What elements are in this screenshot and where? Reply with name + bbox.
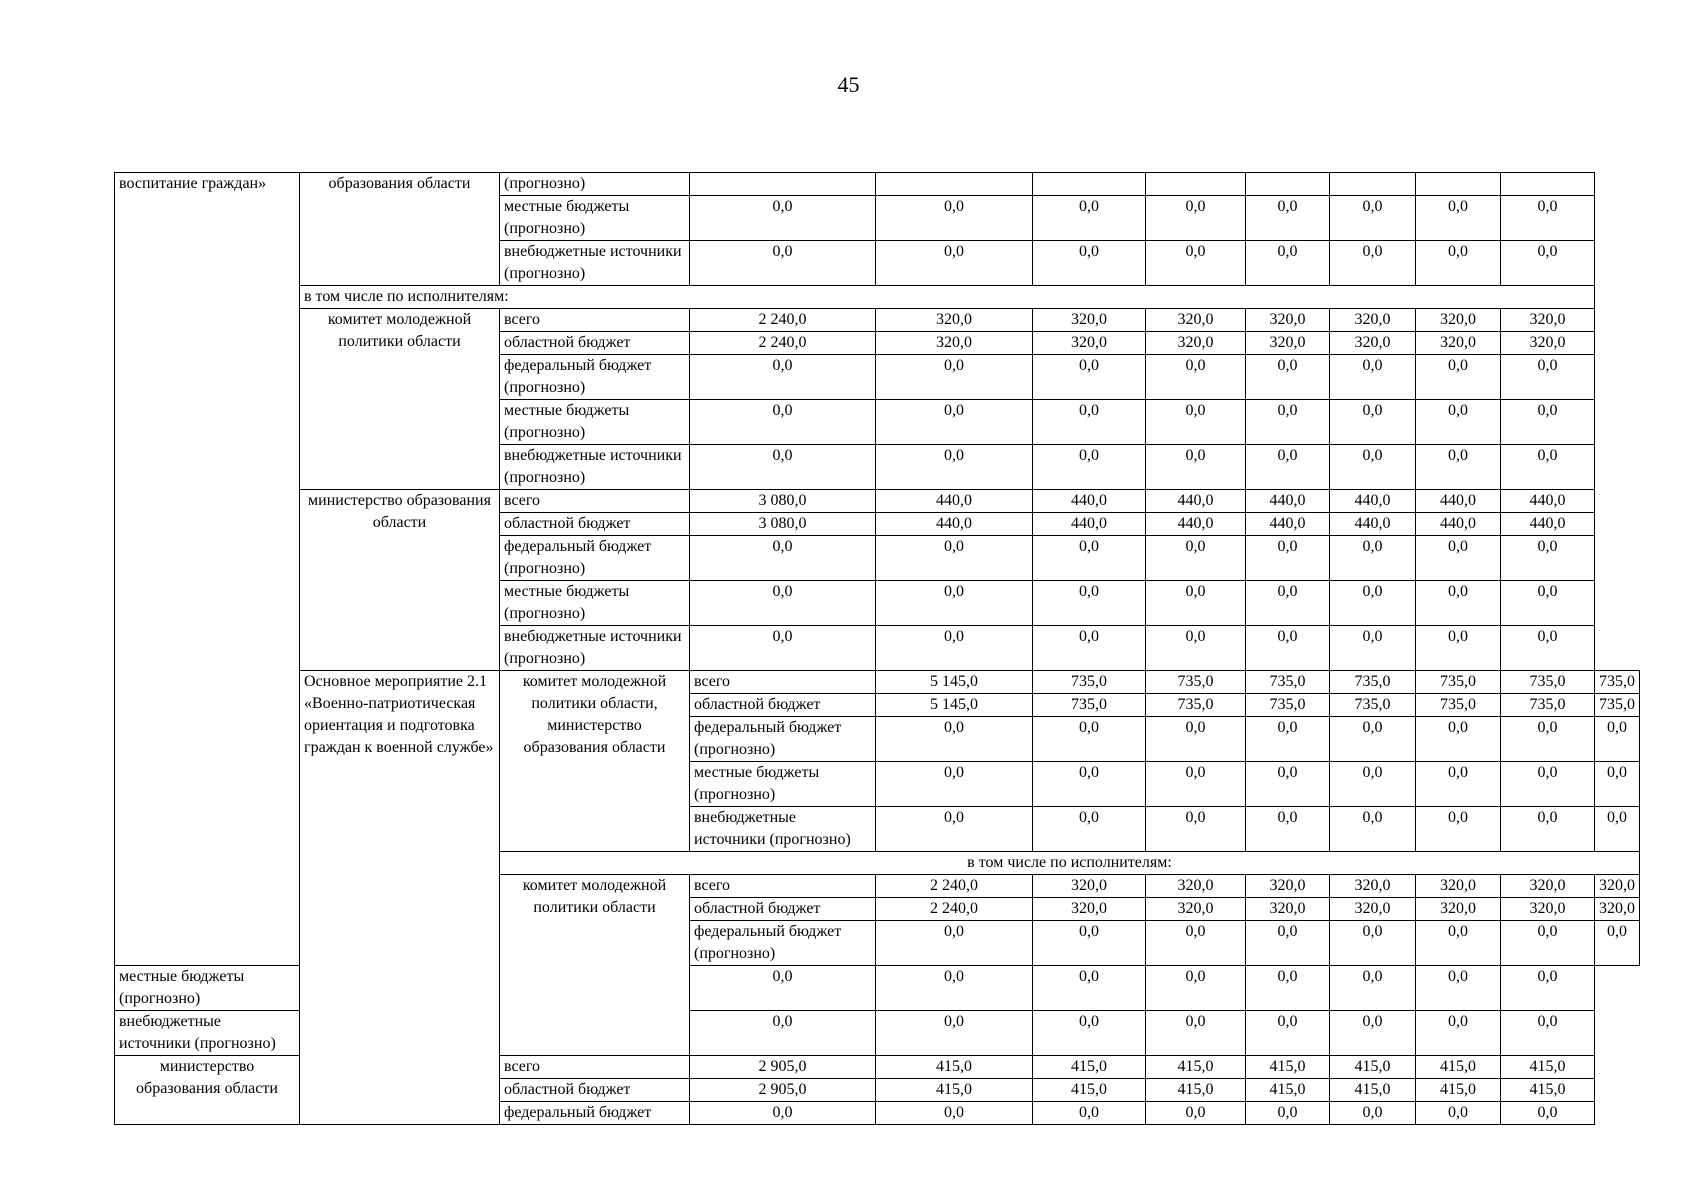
table-cell: 320,0 [1501,875,1595,898]
table-cell: 735,0 [1246,694,1330,717]
table-cell: 0,0 [876,1011,1033,1056]
table-cell: внебюджетные источники (прогнозно) [500,241,690,286]
table-cell: 0,0 [690,1011,876,1056]
table-cell: 320,0 [1330,875,1416,898]
table-cell: 440,0 [1246,490,1330,513]
page-number: 45 [837,72,860,97]
table-cell: 735,0 [1330,694,1416,717]
table-cell: всего [690,875,876,898]
table-cell: 440,0 [1501,490,1595,513]
table-cell: 0,0 [1416,966,1501,1011]
table-cell: в том числе по исполнителям: [300,286,1595,309]
table-cell: 2 240,0 [690,309,876,332]
table-cell: 735,0 [1146,694,1246,717]
table-cell: местные бюджеты (прогнозно) [500,400,690,445]
table-cell: (прогнозно) [500,173,690,196]
table-cell: 0,0 [1330,445,1416,490]
table-cell: 0,0 [1501,626,1595,671]
table-cell: 0,0 [1595,807,1640,852]
table-cell: 440,0 [1033,490,1146,513]
table-cell: 320,0 [1146,309,1246,332]
table-cell: 440,0 [1033,513,1146,536]
table-cell: министерство образования области [300,490,500,671]
table-cell: местные бюджеты (прогнозно) [500,196,690,241]
table-cell: 735,0 [1330,671,1416,694]
table-cell: 0,0 [1246,241,1330,286]
table-cell: областной бюджет [500,332,690,355]
table-cell: 0,0 [1501,581,1595,626]
table-cell: 0,0 [1033,1102,1146,1125]
table-cell: 0,0 [1330,966,1416,1011]
table-cell: 0,0 [1246,355,1330,400]
table-cell: 0,0 [1246,1102,1330,1125]
table-cell: 0,0 [1416,536,1501,581]
table-cell: 0,0 [690,536,876,581]
table-cell: 0,0 [1330,241,1416,286]
table-cell: 2 905,0 [690,1056,876,1079]
table-cell: 0,0 [1501,921,1595,966]
table-cell: 415,0 [1330,1056,1416,1079]
table-cell: воспитание граждан» [115,173,300,966]
table-cell: 0,0 [1033,355,1146,400]
table-cell: 735,0 [1416,671,1501,694]
table-cell: 2 240,0 [690,332,876,355]
table-cell: внебюджетные источники (прогнозно) [115,1011,300,1056]
table-cell: 0,0 [1416,400,1501,445]
table-cell: 320,0 [1595,875,1640,898]
table-cell: 5 145,0 [876,694,1033,717]
table-cell: 415,0 [876,1079,1033,1102]
table-cell: 735,0 [1595,671,1640,694]
table-cell: 440,0 [1416,513,1501,536]
table-cell: 320,0 [1501,332,1595,355]
table-cell: 440,0 [876,490,1033,513]
table-cell: 0,0 [876,536,1033,581]
table-cell: 0,0 [876,1102,1033,1125]
table-cell: федеральный бюджет (прогнозно) [500,536,690,581]
table-cell: министерство образования области [115,1056,300,1125]
table-cell [1501,173,1595,196]
table-row [115,286,1640,309]
table-cell: 0,0 [1501,445,1595,490]
table-row [115,490,1640,513]
table-cell: 0,0 [1501,1011,1595,1056]
table-cell: 415,0 [1246,1079,1330,1102]
table-cell: 0,0 [1330,1011,1416,1056]
table-row [115,173,1640,196]
table-cell: 0,0 [1033,400,1146,445]
table-cell: 0,0 [1246,966,1330,1011]
table-cell: 735,0 [1146,671,1246,694]
table-cell: 0,0 [690,581,876,626]
table-cell: 320,0 [1246,875,1330,898]
table-cell: 320,0 [876,332,1033,355]
table-cell: 320,0 [1146,332,1246,355]
table-cell: 0,0 [876,921,1033,966]
table-cell: 0,0 [1416,762,1501,807]
table-cell: 0,0 [1416,355,1501,400]
table-cell: 0,0 [876,196,1033,241]
table-cell: 440,0 [1330,513,1416,536]
table-cell: 320,0 [1501,898,1595,921]
table-cell: 320,0 [1595,898,1640,921]
table-cell: 0,0 [1146,196,1246,241]
table-cell: федеральный бюджет [500,1102,690,1125]
table-cell: 0,0 [1146,1011,1246,1056]
table-cell: 0,0 [690,400,876,445]
table-cell: 320,0 [1416,898,1501,921]
table-cell: 0,0 [1246,626,1330,671]
table-cell: 0,0 [1033,445,1146,490]
table-cell: 0,0 [1146,355,1246,400]
table-row [115,671,1640,694]
table-cell: внебюджетные источники (прогнозно) [690,807,876,852]
table-cell: 0,0 [690,355,876,400]
table-cell: 0,0 [1501,966,1595,1011]
table-cell: 0,0 [1330,807,1416,852]
table-cell: 440,0 [1330,490,1416,513]
table-cell: 0,0 [1033,581,1146,626]
table-cell: 0,0 [1033,241,1146,286]
table-cell: 320,0 [1501,309,1595,332]
table-cell: 0,0 [1146,717,1246,762]
table-cell: 5 145,0 [876,671,1033,694]
table-cell: 0,0 [1246,921,1330,966]
table-cell: 320,0 [1246,332,1330,355]
table-cell: 0,0 [876,581,1033,626]
table-cell: 3 080,0 [690,490,876,513]
table-cell: 0,0 [1033,626,1146,671]
table-cell: 0,0 [1246,717,1330,762]
table-cell: 320,0 [1416,875,1501,898]
table-cell: 0,0 [1246,762,1330,807]
table-cell: 0,0 [1595,717,1640,762]
table-cell: 0,0 [876,626,1033,671]
table-cell: 0,0 [690,966,876,1011]
table-body [115,173,1640,1125]
table-cell: 415,0 [1146,1079,1246,1102]
table-cell: всего [500,490,690,513]
table-cell: 320,0 [1330,309,1416,332]
table-cell: 415,0 [1416,1079,1501,1102]
table-cell: Основное мероприятие 2.1 «Военно-патриотическая ориентация и подготовка граждан к военной службе» [300,671,500,1125]
table-cell: 0,0 [1330,581,1416,626]
table-cell: 0,0 [1330,1102,1416,1125]
table-cell: 0,0 [1416,717,1501,762]
table-cell: 735,0 [1595,694,1640,717]
table-cell: 0,0 [1246,536,1330,581]
table-cell: 0,0 [1146,626,1246,671]
table-cell: образования области [300,173,500,286]
table-cell: 0,0 [1501,400,1595,445]
table-cell: 415,0 [1416,1056,1501,1079]
table-cell: местные бюджеты (прогнозно) [115,966,300,1011]
table-cell: 0,0 [1246,1011,1330,1056]
table-cell: 440,0 [1146,513,1246,536]
table-cell: 0,0 [1033,717,1146,762]
table-cell: 0,0 [690,445,876,490]
table-cell: 0,0 [876,807,1033,852]
table-cell: 0,0 [1416,921,1501,966]
table-cell: 2 905,0 [690,1079,876,1102]
table-cell: 0,0 [1033,921,1146,966]
table-cell: 320,0 [1033,875,1146,898]
table-cell: 0,0 [1033,807,1146,852]
table-cell: внебюджетные источники (прогнозно) [500,626,690,671]
table-cell: 0,0 [1330,717,1416,762]
table-cell: 0,0 [1330,355,1416,400]
table-cell: федеральный бюджет (прогнозно) [500,355,690,400]
table-cell: 415,0 [1033,1056,1146,1079]
table-cell: 440,0 [1501,513,1595,536]
table-cell: 0,0 [876,400,1033,445]
table-cell: 0,0 [876,762,1033,807]
table-cell: областной бюджет [690,694,876,717]
table-cell [1033,173,1146,196]
table-cell: 0,0 [1146,1102,1246,1125]
table-cell: 0,0 [1416,626,1501,671]
table-cell: 0,0 [690,1102,876,1125]
table-cell: 0,0 [1033,966,1146,1011]
table-cell: 320,0 [1416,332,1501,355]
table-cell: федеральный бюджет (прогнозно) [690,921,876,966]
table-cell: 0,0 [1033,196,1146,241]
table-cell: областной бюджет [500,1079,690,1102]
budget-table [114,172,1640,1125]
table-cell: 0,0 [876,966,1033,1011]
table-cell: 320,0 [1033,898,1146,921]
table-cell: 0,0 [1330,400,1416,445]
table-cell: внебюджетные источники (прогнозно) [500,445,690,490]
table-cell: 0,0 [1416,241,1501,286]
table-cell: местные бюджеты (прогнозно) [500,581,690,626]
table-cell: 2 240,0 [876,875,1033,898]
table-cell: 320,0 [876,309,1033,332]
table-cell: 735,0 [1501,694,1595,717]
table-cell: комитет молодежной политики области [500,875,690,1056]
table-cell: 0,0 [1501,807,1595,852]
table-cell: 320,0 [1416,309,1501,332]
table-cell [690,173,876,196]
table-cell: 0,0 [1246,445,1330,490]
table-cell: 0,0 [1501,717,1595,762]
table-cell: 0,0 [1146,762,1246,807]
table-cell: федеральный бюджет (прогнозно) [690,717,876,762]
table-cell: 320,0 [1033,332,1146,355]
table-cell: 0,0 [1033,1011,1146,1056]
table-cell: 440,0 [1246,513,1330,536]
table-cell: 0,0 [1416,807,1501,852]
table-cell: 0,0 [876,355,1033,400]
table-cell: 0,0 [1416,445,1501,490]
table-cell: 415,0 [1033,1079,1146,1102]
table-cell: 0,0 [1595,921,1640,966]
table-cell [1416,173,1501,196]
table-cell: 0,0 [690,241,876,286]
table-cell: 320,0 [1330,332,1416,355]
table-cell: 0,0 [1330,196,1416,241]
table-cell: 0,0 [1246,581,1330,626]
table-cell [876,173,1033,196]
table-cell: 0,0 [1416,196,1501,241]
table-cell: 415,0 [1501,1056,1595,1079]
table-cell: 0,0 [876,717,1033,762]
table-cell: 320,0 [1146,875,1246,898]
table-cell: 0,0 [1595,762,1640,807]
table-cell: 0,0 [1501,536,1595,581]
table-cell: 0,0 [1501,355,1595,400]
table-row [115,309,1640,332]
table-cell: всего [500,1056,690,1079]
table-cell: 0,0 [1330,626,1416,671]
table-cell: 0,0 [690,626,876,671]
table-cell: 0,0 [1146,921,1246,966]
table-cell: 0,0 [1501,762,1595,807]
table-cell: 0,0 [1501,196,1595,241]
table-cell: 415,0 [1501,1079,1595,1102]
table-cell: 0,0 [1246,807,1330,852]
table-cell: 3 080,0 [690,513,876,536]
table-cell: 0,0 [1501,241,1595,286]
table-cell: комитет молодежной политики области [300,309,500,490]
table-cell: 0,0 [1416,1011,1501,1056]
table-cell: 415,0 [1246,1056,1330,1079]
table-cell [1146,173,1246,196]
table-cell: 0,0 [876,445,1033,490]
table-cell: 440,0 [876,513,1033,536]
table-cell [1330,173,1416,196]
table-cell: 0,0 [1246,400,1330,445]
table-cell: 0,0 [1330,762,1416,807]
table-cell: всего [690,671,876,694]
table-cell: 415,0 [1330,1079,1416,1102]
table-cell [1246,173,1330,196]
table-cell: 0,0 [1501,1102,1595,1125]
table-cell: 0,0 [1146,966,1246,1011]
table-cell: 0,0 [1416,1102,1501,1125]
table-cell: всего [500,309,690,332]
table-cell: 0,0 [1330,536,1416,581]
table-cell: областной бюджет [500,513,690,536]
table-cell: 0,0 [1416,581,1501,626]
table-cell: 735,0 [1033,671,1146,694]
table-cell: 415,0 [1146,1056,1246,1079]
table-cell: 0,0 [1146,445,1246,490]
table-cell: 735,0 [1033,694,1146,717]
table-cell: 0,0 [690,196,876,241]
table-cell: 440,0 [1146,490,1246,513]
table-cell: 0,0 [1246,196,1330,241]
table-cell: 320,0 [1246,309,1330,332]
table-cell: 440,0 [1416,490,1501,513]
table-cell: 0,0 [1146,581,1246,626]
table-cell: 0,0 [1146,241,1246,286]
table-cell: 0,0 [1033,762,1146,807]
table-cell: областной бюджет [690,898,876,921]
table-cell: 320,0 [1330,898,1416,921]
table-cell: 0,0 [876,241,1033,286]
table-cell: комитет молодежной политики области, министерство образования области [500,671,690,852]
table-cell: в том числе по исполнителям: [500,852,1640,875]
table-cell: 0,0 [1033,536,1146,581]
table-cell: 0,0 [1146,400,1246,445]
table-cell: 735,0 [1246,671,1330,694]
table-cell: 735,0 [1501,671,1595,694]
table-cell: 320,0 [1146,898,1246,921]
table-cell: 2 240,0 [876,898,1033,921]
table-cell: 415,0 [876,1056,1033,1079]
table-cell: местные бюджеты (прогнозно) [690,762,876,807]
table-cell: 0,0 [1330,921,1416,966]
table-cell: 0,0 [1146,536,1246,581]
table-cell: 320,0 [1033,309,1146,332]
table-cell: 320,0 [1246,898,1330,921]
table-cell: 0,0 [1146,807,1246,852]
table-cell: 735,0 [1416,694,1501,717]
